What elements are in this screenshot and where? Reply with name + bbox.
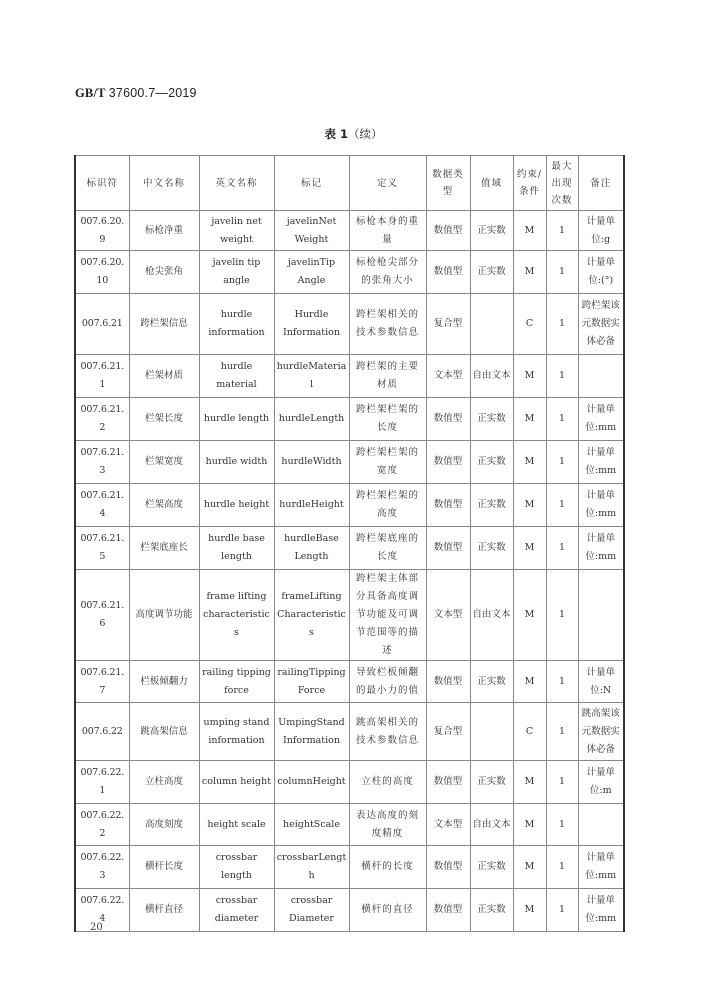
- table-row: [75, 889, 624, 932]
- row-data-type: 数值型: [426, 398, 470, 441]
- row-id: 007.6.21.2: [75, 398, 129, 441]
- row-data-type: 文本型: [426, 570, 470, 661]
- row-note: 计量单位:N: [578, 661, 624, 703]
- row-tag: javelinNet Weight: [274, 211, 349, 251]
- row-definition: 跨栏架的主要材质: [349, 355, 426, 398]
- row-tag: hurdleHeight: [274, 484, 349, 527]
- row-definition: 跨栏架主体部分具备高度调节功能及可调节范围等的描述: [349, 570, 426, 661]
- row-cn-name: 立柱高度: [129, 761, 199, 804]
- row-constraint: M: [513, 355, 546, 398]
- row-max-occurrence: 1: [546, 527, 578, 570]
- row-en-name: javelin net weight: [199, 211, 274, 251]
- row-id: 007.6.21.6: [75, 570, 129, 661]
- table-row: [75, 398, 624, 441]
- table-row: [75, 211, 624, 251]
- row-note: 计量单位:mm: [578, 398, 624, 441]
- row-definition: 跳高架相关的技术参数信息: [349, 703, 426, 761]
- row-en-name: crossbar length: [199, 846, 274, 889]
- row-domain: 正实数: [470, 527, 513, 570]
- row-data-type: 数值型: [426, 251, 470, 294]
- row-id: 007.6.22.1: [75, 761, 129, 804]
- row-definition: 跨栏架栏架的高度: [349, 484, 426, 527]
- row-tag: javelinTip Angle: [274, 251, 349, 294]
- row-id: 007.6.21: [75, 294, 129, 355]
- row-constraint: M: [513, 211, 546, 251]
- page-number: 20: [90, 922, 103, 933]
- row-id: 007.6.21.4: [75, 484, 129, 527]
- row-cn-name: 高度刻度: [129, 804, 199, 846]
- row-definition: 表达高度的刻度精度: [349, 804, 426, 846]
- row-data-type: 复合型: [426, 703, 470, 761]
- row-note: 计量单位:mm: [578, 527, 624, 570]
- row-definition: 跨栏架栏架的长度: [349, 398, 426, 441]
- row-tag: frameLifting Characteristics: [274, 570, 349, 661]
- row-tag: UmpingStand Information: [274, 703, 349, 761]
- row-max-occurrence: 1: [546, 211, 578, 251]
- row-note: 跳高架该元数据实体必备: [578, 703, 624, 761]
- row-note: 计量单位:g: [578, 211, 624, 251]
- row-note: [578, 355, 624, 398]
- row-max-occurrence: 1: [546, 355, 578, 398]
- col-header-tag: 标记: [274, 156, 349, 211]
- col-header-definition: 定义: [349, 156, 426, 211]
- row-id: 007.6.21.7: [75, 661, 129, 703]
- table-row: [75, 761, 624, 804]
- row-constraint: C: [513, 294, 546, 355]
- row-domain: 正实数: [470, 211, 513, 251]
- row-max-occurrence: 1: [546, 661, 578, 703]
- row-max-occurrence: 1: [546, 703, 578, 761]
- row-en-name: railing tipping force: [199, 661, 274, 703]
- row-tag: heightScale: [274, 804, 349, 846]
- row-domain: [470, 294, 513, 355]
- table-body: [75, 211, 624, 932]
- row-cn-name: 栏架材质: [129, 355, 199, 398]
- row-definition: 横杆的直径: [349, 889, 426, 932]
- table-row: [75, 527, 624, 570]
- standard-code: [75, 86, 197, 101]
- row-id: 007.6.21.3: [75, 441, 129, 484]
- row-definition: 跨栏架相关的技术参数信息: [349, 294, 426, 355]
- row-note: 计量单位:mm: [578, 484, 624, 527]
- row-note: [578, 804, 624, 846]
- row-max-occurrence: 1: [546, 804, 578, 846]
- row-cn-name: 枪尖张角: [129, 251, 199, 294]
- row-data-type: 数值型: [426, 441, 470, 484]
- row-cn-name: 栏板倾翻力: [129, 661, 199, 703]
- row-tag: crossbar Diameter: [274, 889, 349, 932]
- row-id: 007.6.21.1: [75, 355, 129, 398]
- row-constraint: M: [513, 527, 546, 570]
- col-header-constraint: 约束/条件: [513, 156, 546, 211]
- row-id: 007.6.22.4: [75, 889, 129, 932]
- row-en-name: hurdle width: [199, 441, 274, 484]
- row-tag: railingTipping Force: [274, 661, 349, 703]
- table-title: [0, 126, 707, 142]
- col-header-cn-name: 中文名称: [129, 156, 199, 211]
- row-definition: 横杆的长度: [349, 846, 426, 889]
- row-constraint: M: [513, 398, 546, 441]
- row-domain: 自由文本: [470, 570, 513, 661]
- row-id: 007.6.21.5: [75, 527, 129, 570]
- row-constraint: M: [513, 804, 546, 846]
- row-note: 计量单位:mm: [578, 846, 624, 889]
- row-data-type: 复合型: [426, 294, 470, 355]
- row-data-type: 数值型: [426, 527, 470, 570]
- row-max-occurrence: 1: [546, 398, 578, 441]
- row-data-type: 数值型: [426, 846, 470, 889]
- row-constraint: M: [513, 251, 546, 294]
- row-max-occurrence: 1: [546, 761, 578, 804]
- table-continued: （续）: [348, 127, 383, 141]
- row-domain: 正实数: [470, 761, 513, 804]
- metadata-table: [74, 155, 625, 932]
- table-row: [75, 661, 624, 703]
- row-cn-name: 栏架高度: [129, 484, 199, 527]
- row-en-name: crossbar diameter: [199, 889, 274, 932]
- row-id: 007.6.22.3: [75, 846, 129, 889]
- row-definition: 跨栏架底座的长度: [349, 527, 426, 570]
- row-note: [578, 570, 624, 661]
- row-definition: 导致栏板倾翻的最小力的值: [349, 661, 426, 703]
- row-constraint: M: [513, 570, 546, 661]
- row-cn-name: 跳高架信息: [129, 703, 199, 761]
- row-en-name: column height: [199, 761, 274, 804]
- row-note: 计量单位:m: [578, 761, 624, 804]
- row-tag: crossbarLength: [274, 846, 349, 889]
- row-constraint: M: [513, 761, 546, 804]
- row-cn-name: 横杆直径: [129, 889, 199, 932]
- table-row: [75, 846, 624, 889]
- row-cn-name: 高度调节功能: [129, 570, 199, 661]
- row-constraint: M: [513, 441, 546, 484]
- row-max-occurrence: 1: [546, 846, 578, 889]
- table-row: [75, 484, 624, 527]
- table-row: [75, 570, 624, 661]
- row-tag: hurdleWidth: [274, 441, 349, 484]
- row-data-type: 数值型: [426, 211, 470, 251]
- col-header-max-occurrence: 最大出现次数: [546, 156, 578, 211]
- row-tag: columnHeight: [274, 761, 349, 804]
- table-row: [75, 441, 624, 484]
- row-en-name: umping stand information: [199, 703, 274, 761]
- standard-number: 37600.7—2019: [108, 86, 197, 100]
- row-cn-name: 栏架长度: [129, 398, 199, 441]
- row-en-name: hurdle height: [199, 484, 274, 527]
- row-data-type: 数值型: [426, 661, 470, 703]
- table-row: [75, 703, 624, 761]
- row-cn-name: 跨栏架信息: [129, 294, 199, 355]
- row-en-name: hurdle material: [199, 355, 274, 398]
- row-en-name: hurdle information: [199, 294, 274, 355]
- row-cn-name: 标枪净重: [129, 211, 199, 251]
- row-constraint: M: [513, 484, 546, 527]
- table-label: 表 1: [324, 127, 348, 141]
- row-note: 计量单位:mm: [578, 441, 624, 484]
- row-domain: 正实数: [470, 251, 513, 294]
- row-data-type: 数值型: [426, 484, 470, 527]
- col-header-data-type: 数据类型: [426, 156, 470, 211]
- row-en-name: hurdle base length: [199, 527, 274, 570]
- row-tag: hurdleBase Length: [274, 527, 349, 570]
- row-domain: 自由文本: [470, 355, 513, 398]
- row-domain: 正实数: [470, 846, 513, 889]
- row-cn-name: 栏架宽度: [129, 441, 199, 484]
- col-header-en-name: 英文名称: [199, 156, 274, 211]
- row-definition: 标枪枪尖部分的张角大小: [349, 251, 426, 294]
- row-max-occurrence: 1: [546, 570, 578, 661]
- table-row: [75, 804, 624, 846]
- row-data-type: 数值型: [426, 761, 470, 804]
- row-en-name: height scale: [199, 804, 274, 846]
- row-cn-name: 横杆长度: [129, 846, 199, 889]
- row-domain: 正实数: [470, 484, 513, 527]
- row-note: 跨栏架该元数据实体必备: [578, 294, 624, 355]
- row-id: 007.6.22: [75, 703, 129, 761]
- col-header-id: 标识符: [75, 156, 129, 211]
- row-max-occurrence: 1: [546, 251, 578, 294]
- row-constraint: M: [513, 661, 546, 703]
- row-cn-name: 栏架底座长: [129, 527, 199, 570]
- table-row: [75, 294, 624, 355]
- col-header-domain: 值域: [470, 156, 513, 211]
- row-en-name: javelin tip angle: [199, 251, 274, 294]
- row-max-occurrence: 1: [546, 484, 578, 527]
- row-domain: 正实数: [470, 441, 513, 484]
- row-max-occurrence: 1: [546, 294, 578, 355]
- row-id: 007.6.20.10: [75, 251, 129, 294]
- row-data-type: 数值型: [426, 889, 470, 932]
- row-definition: 跨栏架栏架的宽度: [349, 441, 426, 484]
- row-max-occurrence: 1: [546, 441, 578, 484]
- row-domain: 正实数: [470, 398, 513, 441]
- row-tag: Hurdle Information: [274, 294, 349, 355]
- row-id: 007.6.22.2: [75, 804, 129, 846]
- row-constraint: M: [513, 889, 546, 932]
- col-header-note: 备注: [578, 156, 624, 211]
- row-definition: 标枪本身的重量: [349, 211, 426, 251]
- row-data-type: 文本型: [426, 804, 470, 846]
- row-tag: hurdleMaterial: [274, 355, 349, 398]
- row-constraint: M: [513, 846, 546, 889]
- row-domain: 自由文本: [470, 804, 513, 846]
- table-row: [75, 251, 624, 294]
- standard-prefix: GB/T: [75, 86, 106, 100]
- table-header-row: [75, 156, 624, 211]
- row-domain: 正实数: [470, 889, 513, 932]
- row-max-occurrence: 1: [546, 889, 578, 932]
- row-note: 计量单位:(°): [578, 251, 624, 294]
- row-data-type: 文本型: [426, 355, 470, 398]
- row-tag: hurdleLength: [274, 398, 349, 441]
- row-en-name: frame lifting characteristics: [199, 570, 274, 661]
- row-domain: 正实数: [470, 661, 513, 703]
- row-definition: 立柱的高度: [349, 761, 426, 804]
- table-row: [75, 355, 624, 398]
- row-id: 007.6.20.9: [75, 211, 129, 251]
- row-en-name: hurdle length: [199, 398, 274, 441]
- row-note: 计量单位:mm: [578, 889, 624, 932]
- row-constraint: C: [513, 703, 546, 761]
- row-domain: [470, 703, 513, 761]
